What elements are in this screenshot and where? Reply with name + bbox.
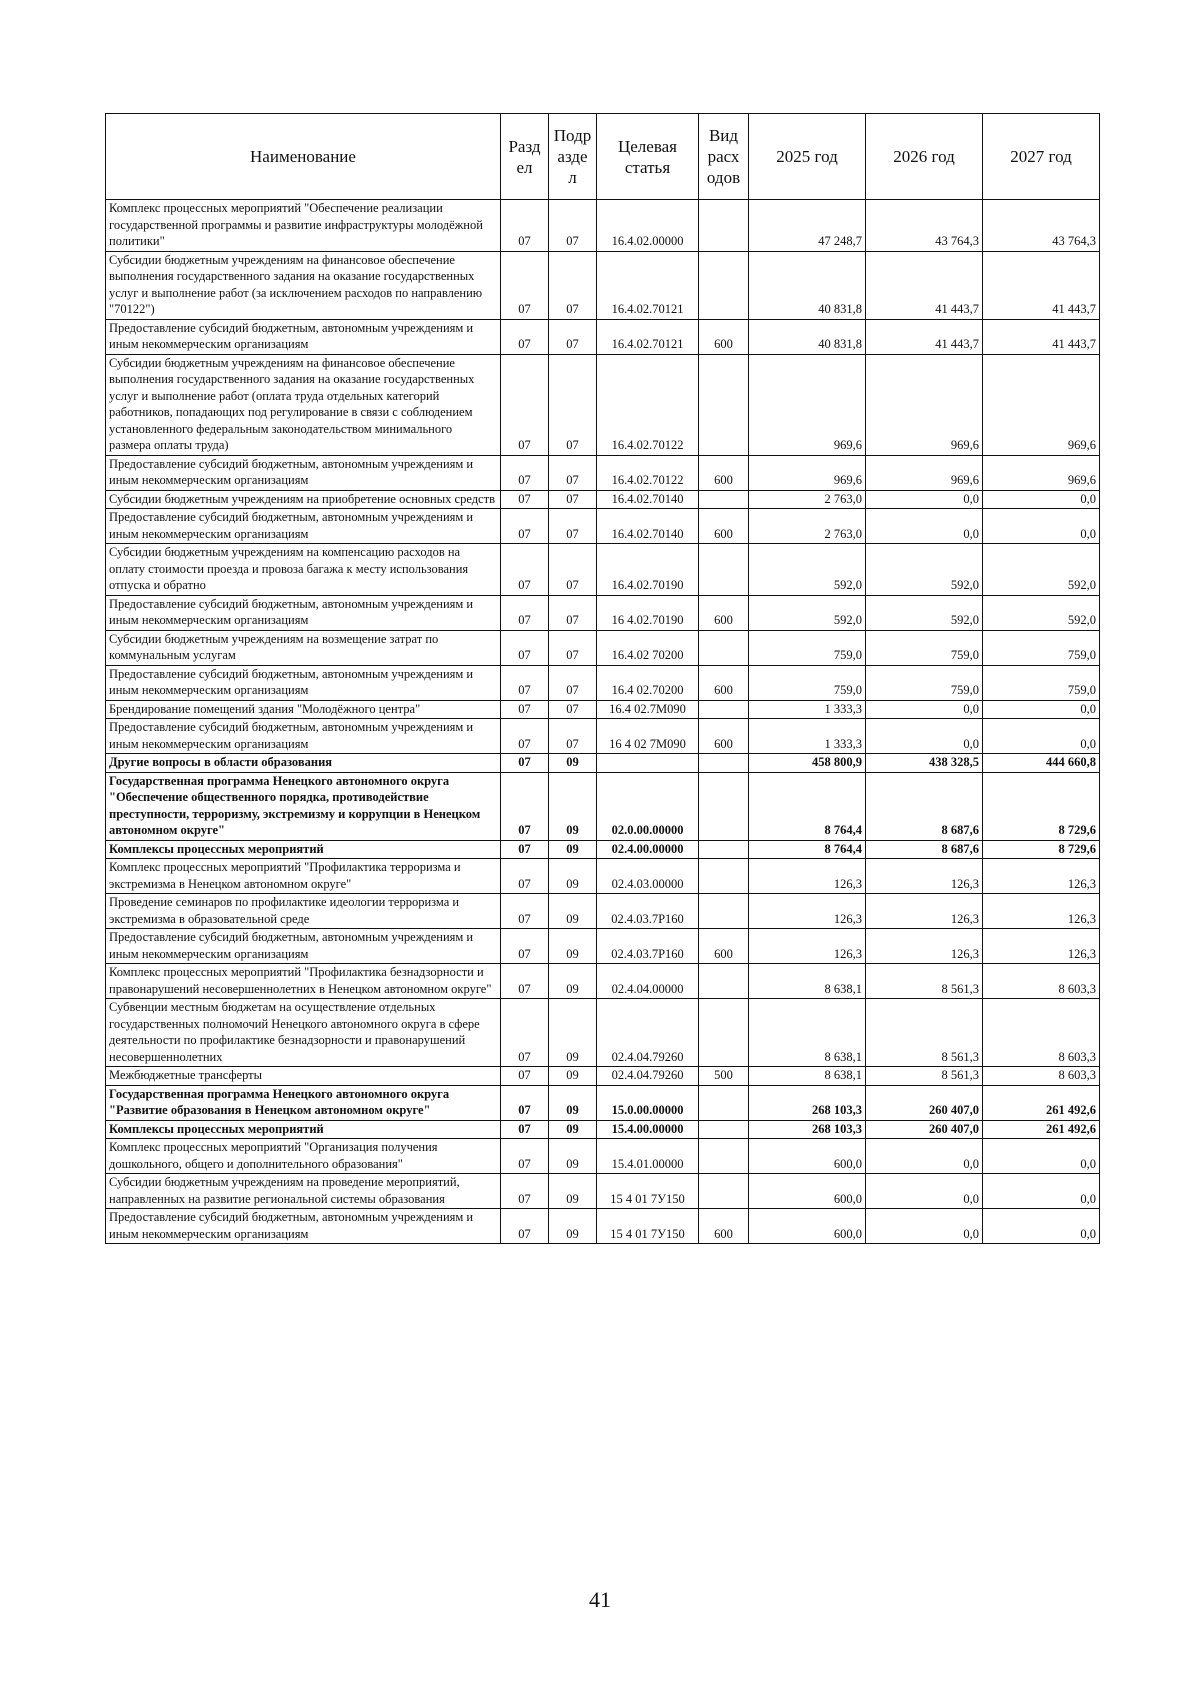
cell-2026: 592,0 (866, 595, 983, 630)
cell-kind: 500 (699, 1067, 749, 1086)
cell-razdel: 07 (501, 665, 549, 700)
cell-2026: 969,6 (866, 354, 983, 455)
cell-2026: 759,0 (866, 665, 983, 700)
cell-razdel: 07 (501, 455, 549, 490)
cell-name: Субсидии бюджетным учреждениям на финансовое обеспечение выполнения государственного задания на оказание государственных услуг и выполнение работ (оплата труда отдельных категорий работников, попадающих под регулирование в связи с соблюдением установленного федеральным законодательством минимального размера оплаты труда) (106, 354, 501, 455)
cell-name: Комплекс процессных мероприятий "Профилактика терроризма и экстремизма в Ненецком автономном округе" (106, 859, 501, 894)
cell-razdel: 07 (501, 354, 549, 455)
cell-2027: 126,3 (983, 859, 1100, 894)
cell-article: 02.0.00.00000 (597, 772, 699, 840)
header-kind: Вид расх одов (699, 114, 749, 200)
cell-name: Предоставление субсидий бюджетным, автономным учреждениям и иным некоммерческим организациям (106, 509, 501, 544)
cell-article: 15 4 01 7У150 (597, 1174, 699, 1209)
header-name: Наименование (106, 114, 501, 200)
cell-name: Субсидии бюджетным учреждениям на возмещение затрат по коммунальным услугам (106, 630, 501, 665)
cell-podrazdel: 07 (549, 319, 597, 354)
cell-2025: 592,0 (749, 595, 866, 630)
cell-podrazdel: 07 (549, 490, 597, 509)
cell-kind (699, 630, 749, 665)
cell-2025: 2 763,0 (749, 490, 866, 509)
cell-razdel: 07 (501, 964, 549, 999)
cell-2025: 759,0 (749, 665, 866, 700)
cell-razdel: 07 (501, 999, 549, 1067)
table-row (106, 840, 1100, 859)
cell-podrazdel: 09 (549, 1139, 597, 1174)
cell-2026: 260 407,0 (866, 1120, 983, 1139)
cell-2026: 759,0 (866, 630, 983, 665)
cell-name: Субсидии бюджетным учреждениям на компенсацию расходов на оплату стоимости проезда и провоза багажа к месту использования отпуска и обратно (106, 544, 501, 596)
cell-name: Другие вопросы в области образования (106, 754, 501, 773)
cell-article: 16.4.02.00000 (597, 200, 699, 252)
cell-razdel: 07 (501, 840, 549, 859)
cell-2025: 40 831,8 (749, 319, 866, 354)
cell-name: Предоставление субсидий бюджетным, автономным учреждениям и иным некоммерческим организациям (106, 665, 501, 700)
cell-razdel: 07 (501, 1067, 549, 1086)
cell-article: 02.4.04.00000 (597, 964, 699, 999)
cell-article: 15.4.00.00000 (597, 1120, 699, 1139)
cell-2025: 458 800,9 (749, 754, 866, 773)
cell-2027: 0,0 (983, 1139, 1100, 1174)
cell-2026: 0,0 (866, 509, 983, 544)
cell-name: Проведение семинаров по профилактике идеологии терроризма и экстремизма в образовательной среде (106, 894, 501, 929)
table-row (106, 1174, 1100, 1209)
cell-kind (699, 544, 749, 596)
cell-2025: 8 638,1 (749, 964, 866, 999)
cell-podrazdel: 09 (549, 1067, 597, 1086)
cell-article: 16.4.02.70121 (597, 319, 699, 354)
cell-2027: 969,6 (983, 354, 1100, 455)
cell-2027: 759,0 (983, 665, 1100, 700)
cell-podrazdel: 09 (549, 929, 597, 964)
cell-article: 16.4.02 70200 (597, 630, 699, 665)
cell-kind: 600 (699, 595, 749, 630)
cell-podrazdel: 09 (549, 1174, 597, 1209)
cell-name: Комплексы процессных мероприятий (106, 1120, 501, 1139)
cell-2025: 2 763,0 (749, 509, 866, 544)
cell-name: Комплекс процессных мероприятий "Организация получения дошкольного, общего и дополнительного образования" (106, 1139, 501, 1174)
cell-kind (699, 200, 749, 252)
cell-podrazdel: 09 (549, 840, 597, 859)
cell-2026: 438 328,5 (866, 754, 983, 773)
cell-2026: 126,3 (866, 894, 983, 929)
cell-2025: 969,6 (749, 354, 866, 455)
cell-article: 16.4.02.70190 (597, 544, 699, 596)
cell-2027: 0,0 (983, 509, 1100, 544)
cell-2027: 0,0 (983, 1174, 1100, 1209)
cell-article: 16 4 02 7М090 (597, 719, 699, 754)
cell-kind (699, 964, 749, 999)
table-row (106, 595, 1100, 630)
cell-name: Брендирование помещений здания "Молодёжного центра" (106, 700, 501, 719)
cell-kind (699, 700, 749, 719)
cell-2025: 600,0 (749, 1139, 866, 1174)
cell-2027: 126,3 (983, 929, 1100, 964)
cell-article: 16.4.02.70140 (597, 509, 699, 544)
cell-2025: 47 248,7 (749, 200, 866, 252)
cell-article: 16.4.02.70122 (597, 354, 699, 455)
cell-2026: 0,0 (866, 719, 983, 754)
cell-article: 02.4.04.79260 (597, 1067, 699, 1086)
cell-name: Субсидии бюджетным учреждениям на финансовое обеспечение выполнения государственного задания на оказание государственных услуг и выполнение работ (за исключением расходов по направлению "70122") (106, 251, 501, 319)
cell-2026: 0,0 (866, 700, 983, 719)
table-row (106, 1139, 1100, 1174)
cell-article (597, 754, 699, 773)
cell-article: 16 4.02.70190 (597, 595, 699, 630)
table-row (106, 490, 1100, 509)
header-razdel: Разд ел (501, 114, 549, 200)
cell-2027: 444 660,8 (983, 754, 1100, 773)
cell-podrazdel: 07 (549, 719, 597, 754)
cell-podrazdel: 07 (549, 200, 597, 252)
cell-2027: 261 492,6 (983, 1085, 1100, 1120)
cell-podrazdel: 07 (549, 700, 597, 719)
cell-article: 15.4.01.00000 (597, 1139, 699, 1174)
cell-kind (699, 894, 749, 929)
cell-2025: 126,3 (749, 859, 866, 894)
cell-2026: 0,0 (866, 1209, 983, 1244)
table-row (106, 630, 1100, 665)
cell-kind (699, 354, 749, 455)
table-body (106, 200, 1100, 1244)
cell-2026: 8 561,3 (866, 999, 983, 1067)
cell-name: Субсидии бюджетным учреждениям на приобретение основных средств (106, 490, 501, 509)
header-2027: 2027 год (983, 114, 1100, 200)
cell-razdel: 07 (501, 1085, 549, 1120)
table-header-row (106, 114, 1100, 200)
cell-name: Предоставление субсидий бюджетным, автономным учреждениям и иным некоммерческим организациям (106, 455, 501, 490)
cell-kind: 600 (699, 1209, 749, 1244)
cell-razdel: 07 (501, 1139, 549, 1174)
cell-kind (699, 754, 749, 773)
cell-razdel: 07 (501, 772, 549, 840)
cell-name: Межбюджетные трансферты (106, 1067, 501, 1086)
cell-kind (699, 772, 749, 840)
cell-2025: 268 103,3 (749, 1085, 866, 1120)
table-row (106, 1085, 1100, 1120)
cell-2026: 0,0 (866, 1174, 983, 1209)
cell-2027: 8 729,6 (983, 772, 1100, 840)
table-row (106, 200, 1100, 252)
cell-2027: 0,0 (983, 700, 1100, 719)
cell-2026: 43 764,3 (866, 200, 983, 252)
cell-podrazdel: 09 (549, 964, 597, 999)
cell-name: Государственная программа Ненецкого автономного округа "Развитие образования в Ненецком автономном округе" (106, 1085, 501, 1120)
cell-razdel: 07 (501, 1209, 549, 1244)
cell-article: 02.4.00.00000 (597, 840, 699, 859)
cell-razdel: 07 (501, 929, 549, 964)
cell-2027: 592,0 (983, 595, 1100, 630)
cell-2025: 40 831,8 (749, 251, 866, 319)
table-row (106, 754, 1100, 773)
cell-article: 02.4.03.7Р160 (597, 894, 699, 929)
cell-podrazdel: 07 (549, 509, 597, 544)
cell-2025: 759,0 (749, 630, 866, 665)
cell-2027: 8 603,3 (983, 999, 1100, 1067)
cell-kind: 600 (699, 665, 749, 700)
table-row (106, 964, 1100, 999)
cell-2025: 8 638,1 (749, 1067, 866, 1086)
cell-kind (699, 1120, 749, 1139)
cell-2026: 8 561,3 (866, 964, 983, 999)
cell-name: Субвенции местным бюджетам на осуществление отдельных государственных полномочий Ненецкого автономного округа в сфере деятельности по профилактике безнадзорности и правонарушений несовершеннолетних (106, 999, 501, 1067)
cell-razdel: 07 (501, 509, 549, 544)
cell-podrazdel: 07 (549, 251, 597, 319)
cell-razdel: 07 (501, 700, 549, 719)
cell-podrazdel: 09 (549, 754, 597, 773)
cell-kind: 600 (699, 509, 749, 544)
cell-2027: 41 443,7 (983, 319, 1100, 354)
cell-razdel: 07 (501, 630, 549, 665)
cell-2025: 126,3 (749, 894, 866, 929)
cell-kind (699, 840, 749, 859)
cell-2026: 8 687,6 (866, 840, 983, 859)
cell-2027: 0,0 (983, 719, 1100, 754)
cell-razdel: 07 (501, 251, 549, 319)
cell-2026: 126,3 (866, 929, 983, 964)
cell-podrazdel: 09 (549, 1120, 597, 1139)
cell-razdel: 07 (501, 1120, 549, 1139)
table-row (106, 700, 1100, 719)
cell-2026: 8 687,6 (866, 772, 983, 840)
table-row (106, 319, 1100, 354)
cell-article: 16.4.02.70121 (597, 251, 699, 319)
cell-2027: 126,3 (983, 894, 1100, 929)
cell-name: Предоставление субсидий бюджетным, автономным учреждениям и иным некоммерческим организациям (106, 1209, 501, 1244)
cell-podrazdel: 09 (549, 1085, 597, 1120)
cell-name: Предоставление субсидий бюджетным, автономным учреждениям и иным некоммерческим организациям (106, 719, 501, 754)
cell-kind: 600 (699, 455, 749, 490)
table-row (106, 455, 1100, 490)
table-row (106, 1120, 1100, 1139)
cell-2026: 41 443,7 (866, 319, 983, 354)
cell-razdel: 07 (501, 490, 549, 509)
cell-kind (699, 1139, 749, 1174)
table-row (106, 719, 1100, 754)
table-row (106, 999, 1100, 1067)
cell-2027: 969,6 (983, 455, 1100, 490)
budget-table (105, 113, 1100, 1244)
cell-2027: 0,0 (983, 490, 1100, 509)
header-2025: 2025 год (749, 114, 866, 200)
cell-podrazdel: 09 (549, 772, 597, 840)
cell-name: Комплекс процессных мероприятий "Профилактика безнадзорности и правонарушений несовершеннолетних в Ненецком автономном округе" (106, 964, 501, 999)
cell-podrazdel: 07 (549, 455, 597, 490)
table-row (106, 251, 1100, 319)
cell-razdel: 07 (501, 200, 549, 252)
cell-name: Предоставление субсидий бюджетным, автономным учреждениям и иным некоммерческим организациям (106, 929, 501, 964)
cell-2025: 8 764,4 (749, 840, 866, 859)
cell-podrazdel: 07 (549, 595, 597, 630)
cell-2027: 0,0 (983, 1209, 1100, 1244)
cell-name: Государственная программа Ненецкого автономного округа "Обеспечение общественного порядка, противодействие преступности, терроризму, экстремизму и коррупции в Ненецком автономном округе" (106, 772, 501, 840)
cell-article: 15 4 01 7У150 (597, 1209, 699, 1244)
cell-2027: 8 603,3 (983, 1067, 1100, 1086)
cell-article: 02.4.03.7Р160 (597, 929, 699, 964)
cell-article: 16.4 02.70200 (597, 665, 699, 700)
cell-razdel: 07 (501, 859, 549, 894)
cell-2025: 969,6 (749, 455, 866, 490)
cell-podrazdel: 07 (549, 354, 597, 455)
cell-2027: 8 603,3 (983, 964, 1100, 999)
cell-2027: 592,0 (983, 544, 1100, 596)
cell-kind: 600 (699, 929, 749, 964)
cell-2026: 260 407,0 (866, 1085, 983, 1120)
cell-kind (699, 1174, 749, 1209)
cell-2025: 8 638,1 (749, 999, 866, 1067)
cell-2027: 8 729,6 (983, 840, 1100, 859)
cell-2027: 759,0 (983, 630, 1100, 665)
cell-razdel: 07 (501, 319, 549, 354)
cell-kind (699, 999, 749, 1067)
table-row (106, 929, 1100, 964)
table-row (106, 859, 1100, 894)
cell-podrazdel: 09 (549, 1209, 597, 1244)
cell-article: 16.4.02.70140 (597, 490, 699, 509)
cell-2025: 600,0 (749, 1209, 866, 1244)
cell-razdel: 07 (501, 1174, 549, 1209)
cell-razdel: 07 (501, 894, 549, 929)
page-number: 41 (589, 1587, 611, 1612)
cell-2025: 8 764,4 (749, 772, 866, 840)
cell-article: 02.4.03.00000 (597, 859, 699, 894)
cell-name: Предоставление субсидий бюджетным, автономным учреждениям и иным некоммерческим организациям (106, 595, 501, 630)
cell-2025: 268 103,3 (749, 1120, 866, 1139)
cell-2025: 126,3 (749, 929, 866, 964)
cell-kind (699, 859, 749, 894)
cell-2025: 600,0 (749, 1174, 866, 1209)
cell-podrazdel: 09 (549, 999, 597, 1067)
cell-2027: 261 492,6 (983, 1120, 1100, 1139)
table-row (106, 1209, 1100, 1244)
cell-2025: 1 333,3 (749, 719, 866, 754)
cell-podrazdel: 09 (549, 859, 597, 894)
cell-2025: 1 333,3 (749, 700, 866, 719)
cell-podrazdel: 07 (549, 544, 597, 596)
header-podrazdel: Подр азде л (549, 114, 597, 200)
cell-podrazdel: 07 (549, 630, 597, 665)
cell-2026: 0,0 (866, 1139, 983, 1174)
cell-2026: 969,6 (866, 455, 983, 490)
cell-name: Предоставление субсидий бюджетным, автономным учреждениям и иным некоммерческим организациям (106, 319, 501, 354)
cell-name: Комплексы процессных мероприятий (106, 840, 501, 859)
cell-razdel: 07 (501, 544, 549, 596)
cell-2025: 592,0 (749, 544, 866, 596)
cell-razdel: 07 (501, 719, 549, 754)
cell-2026: 592,0 (866, 544, 983, 596)
cell-podrazdel: 07 (549, 665, 597, 700)
header-2026: 2026 год (866, 114, 983, 200)
cell-2026: 41 443,7 (866, 251, 983, 319)
header-article: Целевая статья (597, 114, 699, 200)
cell-article: 16.4 02.7М090 (597, 700, 699, 719)
table-row (106, 772, 1100, 840)
table-row (106, 354, 1100, 455)
cell-name: Субсидии бюджетным учреждениям на проведение мероприятий, направленных на развитие региональной системы образования (106, 1174, 501, 1209)
table-row (106, 894, 1100, 929)
cell-kind: 600 (699, 319, 749, 354)
cell-2026: 0,0 (866, 490, 983, 509)
cell-name: Комплекс процессных мероприятий "Обеспечение реализации государственной программы и развитие инфраструктуры молодёжной политики" (106, 200, 501, 252)
cell-kind (699, 1085, 749, 1120)
cell-article: 02.4.04.79260 (597, 999, 699, 1067)
cell-kind: 600 (699, 719, 749, 754)
cell-article: 15.0.00.00000 (597, 1085, 699, 1120)
cell-2026: 126,3 (866, 859, 983, 894)
table-row (106, 665, 1100, 700)
table-row (106, 544, 1100, 596)
cell-article: 16.4.02.70122 (597, 455, 699, 490)
cell-2026: 8 561,3 (866, 1067, 983, 1086)
cell-2027: 41 443,7 (983, 251, 1100, 319)
cell-razdel: 07 (501, 595, 549, 630)
cell-podrazdel: 09 (549, 894, 597, 929)
table-row (106, 1067, 1100, 1086)
cell-kind (699, 251, 749, 319)
table-row (106, 509, 1100, 544)
cell-2027: 43 764,3 (983, 200, 1100, 252)
cell-kind (699, 490, 749, 509)
cell-razdel: 07 (501, 754, 549, 773)
